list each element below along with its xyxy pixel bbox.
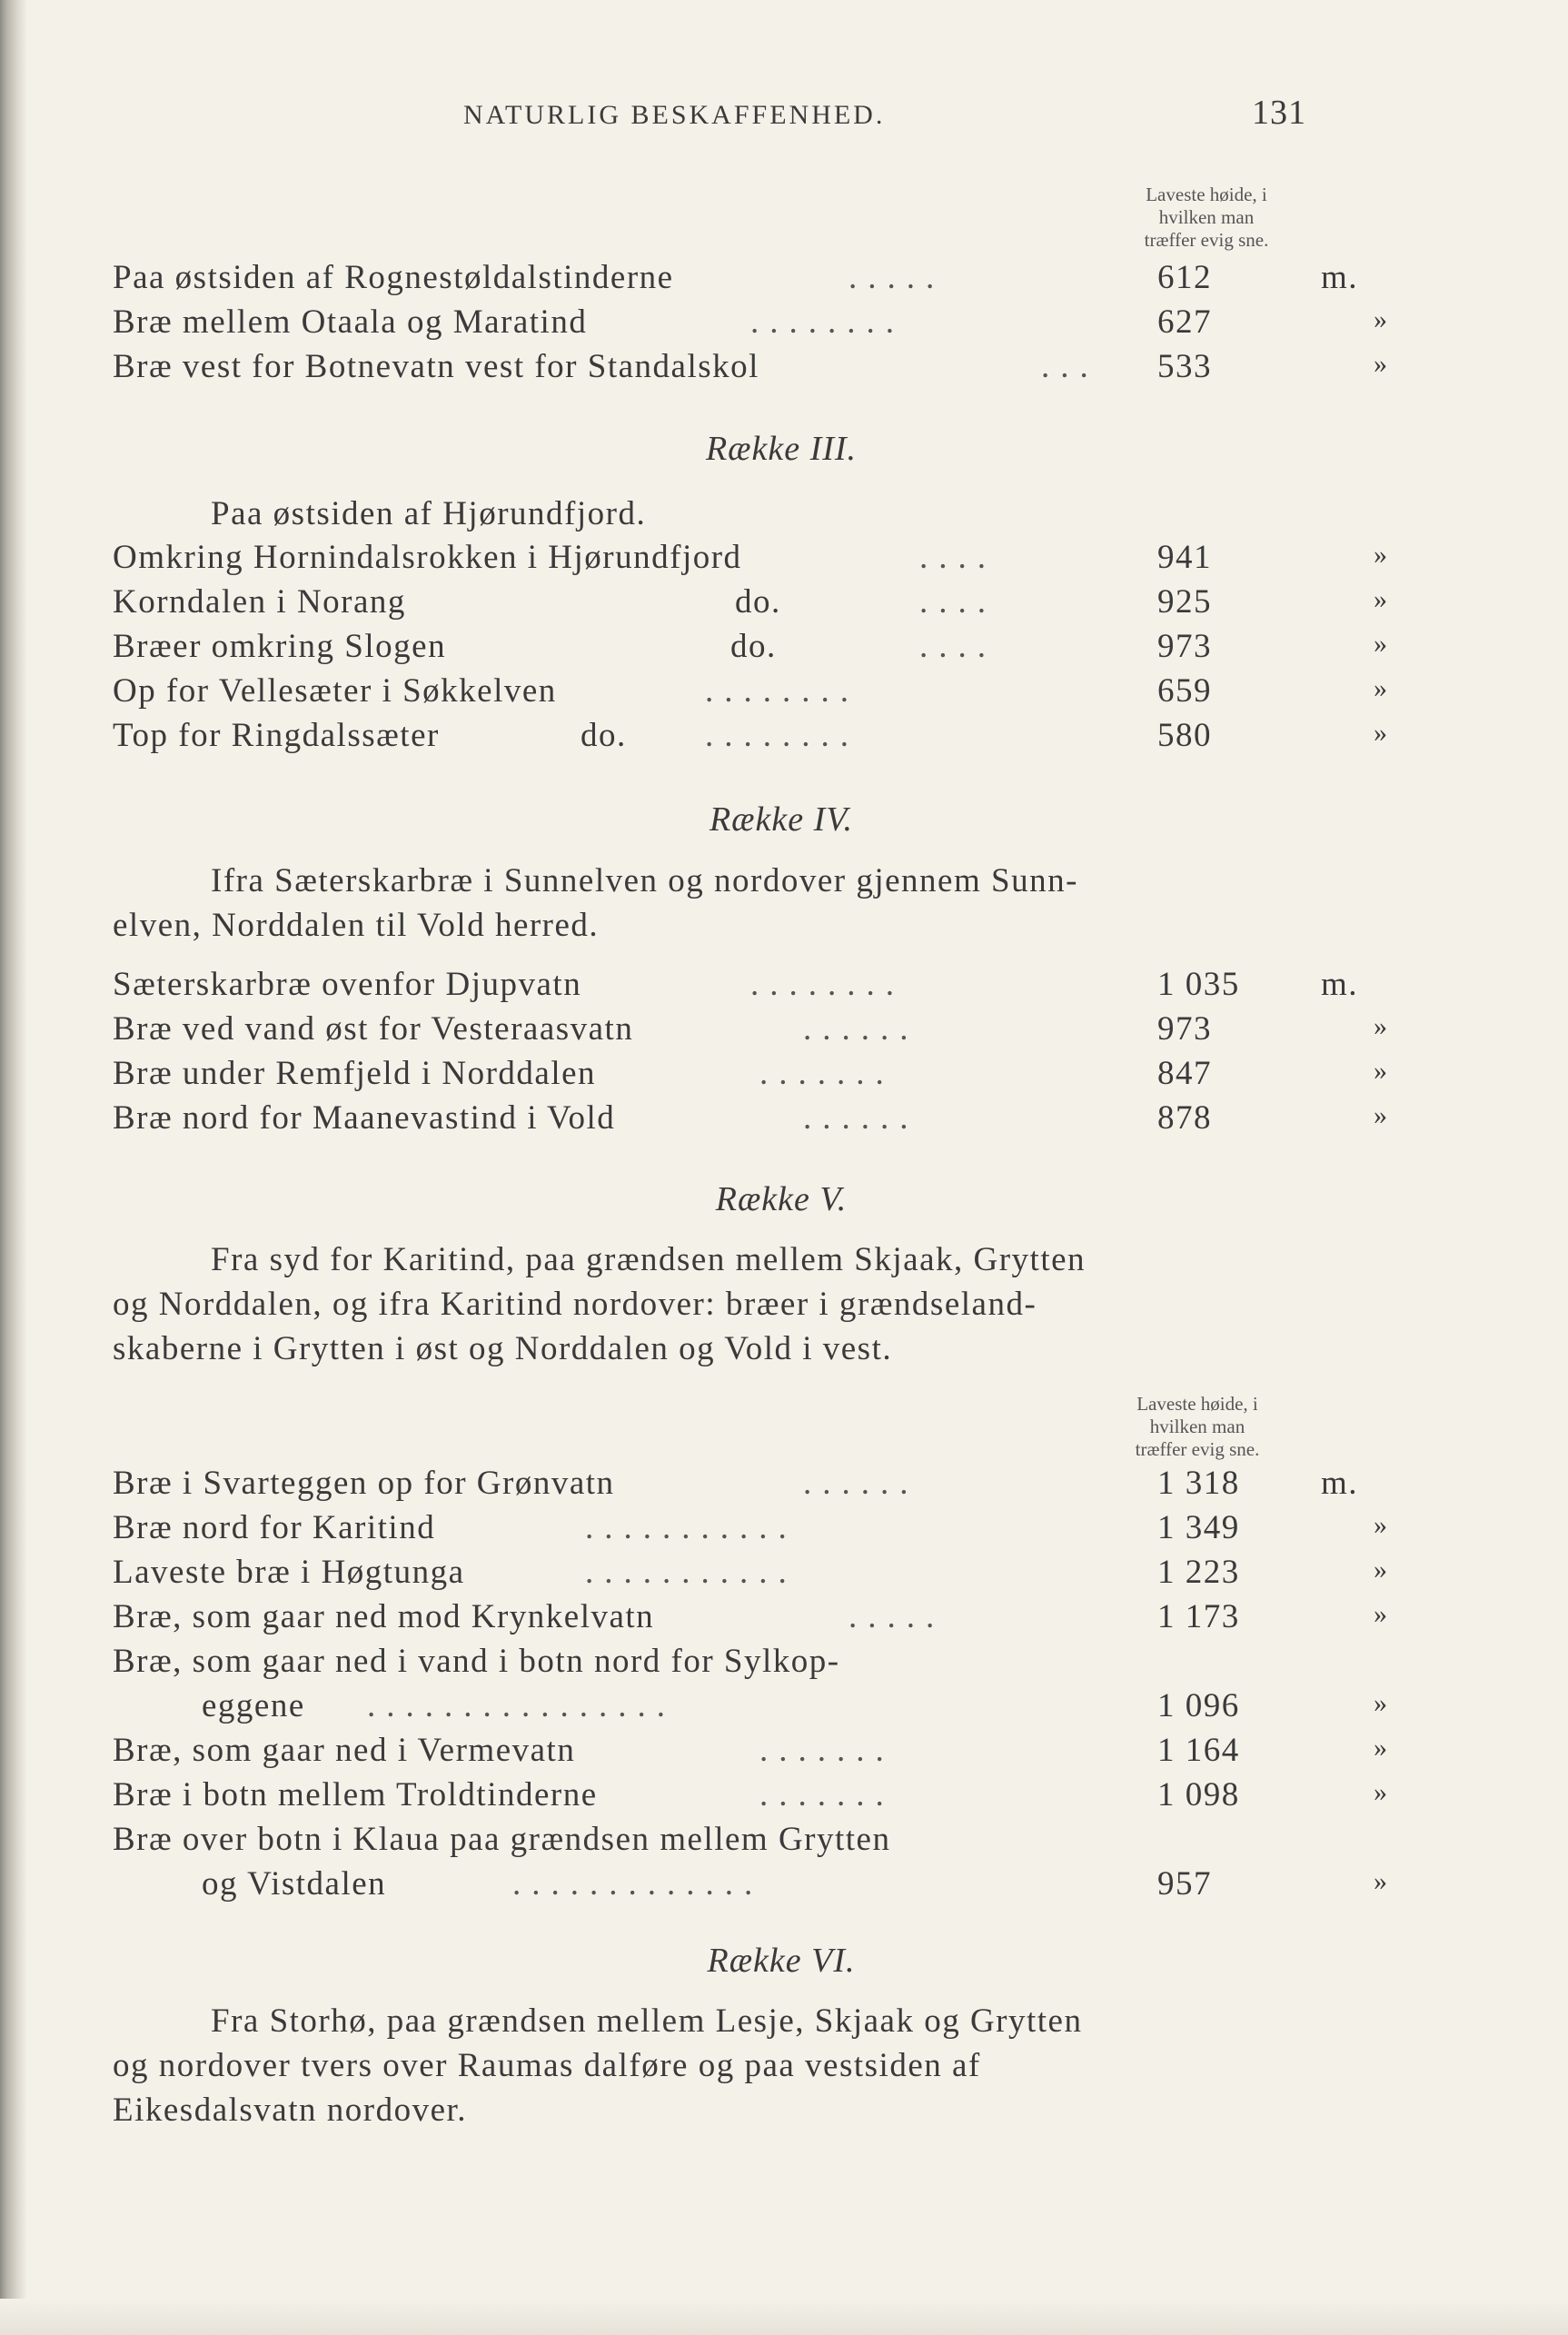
table-row (113, 716, 1389, 760)
ditto-mark: » (1374, 1866, 1389, 1896)
ditto-mark: » (1374, 1688, 1389, 1718)
leader-dots: ..... (849, 1598, 946, 1635)
row-label: Bræ mellem Otaala og Maratind (113, 303, 588, 341)
ditto-mark: » (1374, 1777, 1389, 1807)
row-value: 878 (1157, 1099, 1212, 1137)
row-value: 533 (1157, 348, 1212, 385)
row-value: 973 (1157, 628, 1212, 665)
leader-dots: ....... (759, 1776, 895, 1813)
section-heading-iii: Række III. (705, 430, 858, 468)
table-row (113, 582, 1389, 626)
leader-dots: ........ (705, 717, 859, 754)
row-value: 627 (1157, 303, 1212, 341)
table-row (113, 347, 1389, 391)
table-row (113, 258, 1359, 302)
column-note-line: træffer evig sne. (1144, 229, 1269, 251)
row-label: Korndalen i Norang (113, 583, 406, 621)
table-row (113, 1553, 1389, 1596)
row-label: Bræ i Svarteggen op for Grønvatn (113, 1465, 615, 1502)
row-value: 659 (1157, 672, 1212, 710)
column-note-top (1102, 184, 1311, 252)
table-row (113, 1009, 1389, 1053)
row-label: Op for Vellesæter i Søkkelven (113, 672, 557, 710)
column-note-middle (1093, 1393, 1302, 1461)
row-label-continuation: eggene (202, 1687, 305, 1724)
table-row (113, 538, 1389, 581)
table-row (113, 1098, 1389, 1142)
row-value: 957 (1157, 1865, 1212, 1903)
table-row (113, 1642, 1294, 1685)
row-label: Omkring Hornindalsrokken i Hjørundfjord (113, 539, 742, 576)
ditto-mark: » (1374, 1555, 1389, 1585)
ditto-mark: » (1374, 1733, 1389, 1763)
section-intro (113, 1237, 1312, 1371)
row-value: 973 (1157, 1010, 1212, 1048)
intro-line: skaberne i Grytten i øst og Norddalen og Vold i vest. (113, 1330, 893, 1367)
leader-dots: ....... (759, 1055, 895, 1092)
section-intro (113, 1999, 1312, 2132)
row-value: 1 223 (1157, 1554, 1240, 1591)
section-intro (113, 859, 1312, 948)
section-heading-v: Række V. (715, 1180, 848, 1218)
row-value: 1 035 (1157, 966, 1240, 1003)
intro-line: elven, Norddalen til Vold herred. (113, 907, 600, 944)
section-heading-iv: Række IV. (709, 800, 854, 839)
row-label: Bræer omkring Slogen (113, 628, 447, 665)
leader-dots: ........ (705, 672, 859, 710)
leader-dots: ....... (759, 1732, 895, 1769)
row-label: Bræ, som gaar ned i Vermevatn (113, 1732, 576, 1769)
ditto-do: do. (581, 717, 627, 754)
leader-dots: ...... (803, 1010, 919, 1048)
ditto-mark: » (1374, 1056, 1389, 1086)
column-note-line: Laveste høide, i (1136, 1393, 1258, 1415)
intro-line: Fra Storhø, paa grændsen mellem Lesje, Skjaak og Grytten (211, 2002, 1083, 2040)
row-label: Bræ i botn mellem Troldtinderne (113, 1776, 598, 1813)
table-row (113, 1775, 1389, 1819)
ditto-mark: » (1374, 1011, 1389, 1041)
row-unit: m. (1321, 259, 1359, 296)
intro-line: Ifra Sæterskarbræ i Sunnelven og nordover gjennem Sunn- (211, 862, 1078, 899)
row-label-continuation: og Vistdalen (202, 1865, 387, 1903)
table-row (113, 1597, 1389, 1641)
row-label: Top for Ringdalssæter (113, 717, 440, 754)
intro-line: og Norddalen, og ifra Karitind nordover: bræer i grændseland- (113, 1286, 1037, 1323)
leader-dots: ........ (750, 303, 905, 341)
leader-dots: ........... (585, 1554, 798, 1591)
intro-line: og nordover tvers over Raumas dalføre og paa vestsiden af (113, 2047, 981, 2084)
row-value: 1 164 (1157, 1732, 1240, 1769)
row-label: Laveste bræ i Høgtunga (113, 1554, 465, 1591)
column-note-line: træffer evig sne. (1135, 1438, 1260, 1460)
ditto-mark: » (1374, 629, 1389, 659)
intro-line: Eikesdalsvatn nordover. (113, 2092, 468, 2129)
page-bottom-edge (0, 2299, 1568, 2335)
table-row-continuation (113, 1864, 1389, 1908)
row-value: 1 318 (1157, 1465, 1240, 1502)
leader-dots: .... (919, 583, 997, 621)
table-row (113, 1508, 1389, 1552)
row-value: 847 (1157, 1055, 1212, 1092)
row-label: Bræ nord for Maanevastind i Vold (113, 1099, 616, 1137)
leader-dots: ........... (585, 1509, 798, 1546)
leader-dots: ........ (750, 966, 905, 1003)
ditto-mark: » (1374, 673, 1389, 703)
column-note-line: hvilken man (1149, 1416, 1245, 1437)
section-intro (113, 492, 1312, 536)
ditto-mark: » (1374, 349, 1389, 379)
row-label: Bræ over botn i Klaua paa grændsen mellem Grytten (113, 1821, 891, 1858)
leader-dots: ............. (512, 1865, 764, 1903)
ditto-mark: » (1374, 1100, 1389, 1130)
table-row-continuation (113, 1686, 1389, 1730)
ditto-mark: » (1374, 540, 1389, 570)
table-row (113, 627, 1389, 671)
leader-dots: .... (919, 539, 997, 576)
leader-dots: ..... (849, 259, 946, 296)
table-row (113, 1054, 1389, 1098)
leader-dots: ...... (803, 1099, 919, 1137)
row-value: 580 (1157, 717, 1212, 754)
row-value: 1 096 (1157, 1687, 1240, 1724)
ditto-mark: » (1374, 584, 1389, 614)
table-row (113, 303, 1389, 346)
row-label: Paa østsiden af Rognestøldalstinderne (113, 259, 674, 296)
column-note-line: Laveste høide, i (1146, 184, 1267, 205)
row-value: 941 (1157, 539, 1212, 576)
row-value: 612 (1157, 259, 1212, 296)
row-label: Bræ, som gaar ned i vand i botn nord for Sylkop- (113, 1643, 840, 1680)
row-label: Bræ, som gaar ned mod Krynkelvatn (113, 1598, 655, 1635)
row-label: Sæterskarbræ ovenfor Djupvatn (113, 966, 582, 1003)
leader-dots: ...... (803, 1465, 919, 1502)
row-label: Bræ under Remfjeld i Norddalen (113, 1055, 597, 1092)
ditto-mark: » (1374, 304, 1389, 334)
table-row (113, 965, 1359, 1009)
section-heading-vi: Række VI. (707, 1942, 856, 1980)
page-number: 131 (1252, 94, 1306, 132)
intro-line: Fra syd for Karitind, paa grændsen mellem Skjaak, Grytten (211, 1241, 1087, 1278)
ditto-mark: » (1374, 1599, 1389, 1629)
table-row (113, 1820, 1294, 1863)
row-label: Bræ nord for Karitind (113, 1509, 436, 1546)
table-row (113, 1464, 1359, 1507)
row-value: 1 349 (1157, 1509, 1240, 1546)
leader-dots: ................ (367, 1687, 676, 1724)
table-row (113, 1731, 1389, 1774)
ditto-do: do. (730, 628, 777, 665)
leader-dots: .... (919, 628, 997, 665)
intro-line: Paa østsiden af Hjørundfjord. (211, 495, 647, 532)
row-unit: m. (1321, 966, 1359, 1003)
running-header-title: NATURLIG BESKAFFENHED. (463, 100, 886, 130)
ditto-do: do. (735, 583, 781, 621)
column-note-line: hvilken man (1158, 206, 1255, 228)
row-value: 925 (1157, 583, 1212, 621)
row-value: 1 173 (1157, 1598, 1240, 1635)
ditto-mark: » (1374, 1510, 1389, 1540)
row-unit: m. (1321, 1465, 1359, 1502)
ditto-mark: » (1374, 718, 1389, 748)
leader-dots: ... (1041, 348, 1099, 385)
book-binding-edge (0, 0, 27, 2335)
row-value: 1 098 (1157, 1776, 1240, 1813)
row-label: Bræ vest for Botnevatn vest for Standalskol (113, 348, 759, 385)
row-label: Bræ ved vand øst for Vesteraasvatn (113, 1010, 634, 1048)
table-row (113, 671, 1389, 715)
